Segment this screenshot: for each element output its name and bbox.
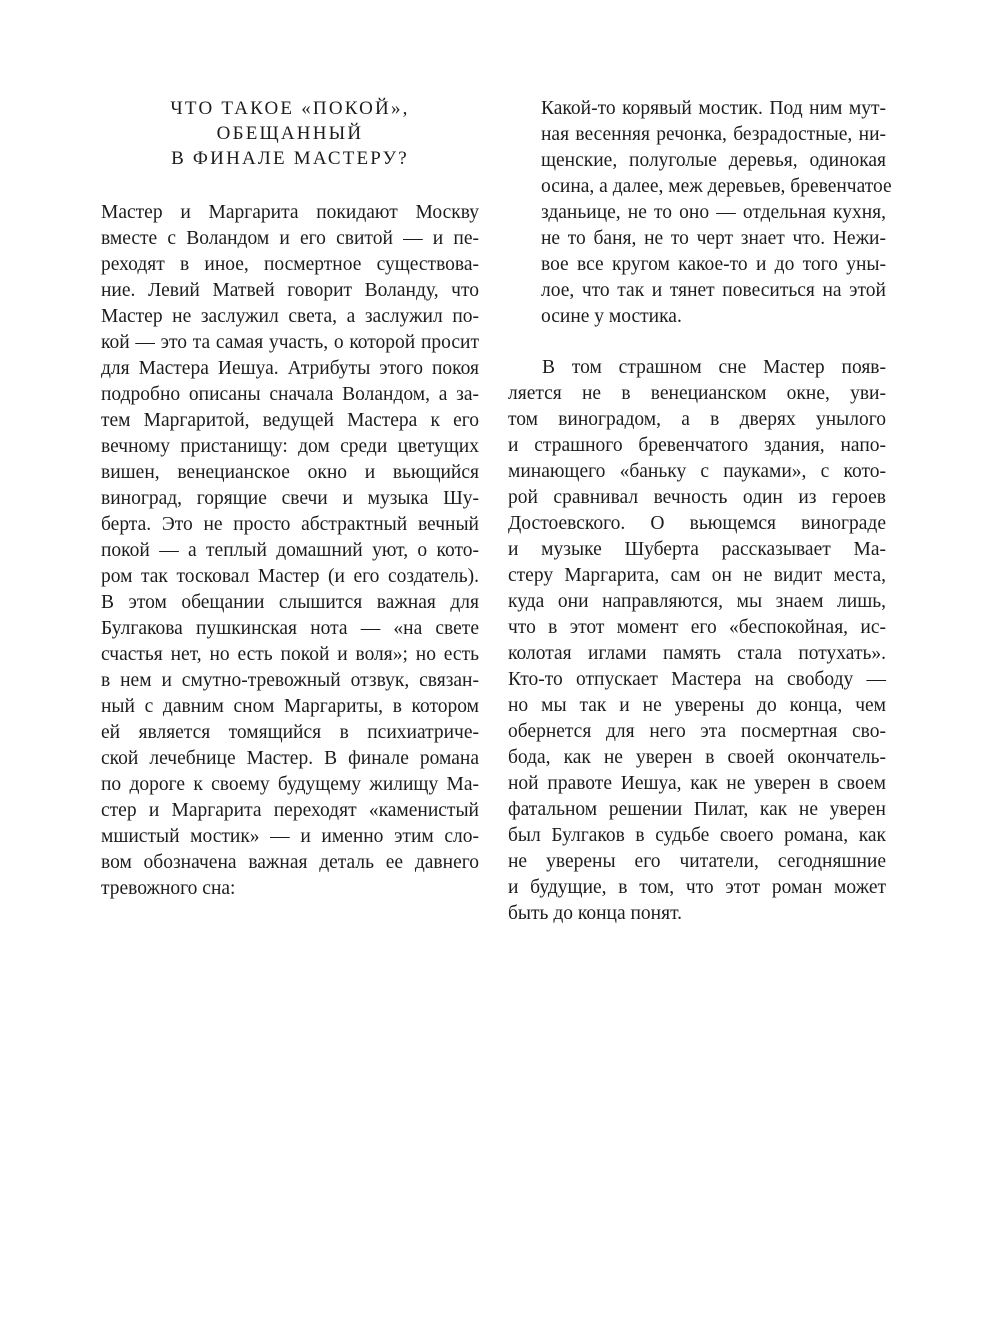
text-line: для Мастера Иешуа. Атрибуты этого покоя xyxy=(101,358,479,379)
text-line: том виноградом, а в дверях унылого xyxy=(508,409,886,430)
text-line: но мы так и не уверены до конца, чем xyxy=(508,695,886,716)
quote-line: вое все кругом какое-то и до того уны- xyxy=(541,254,886,275)
quote-line: лое, что так и тянет повеситься на этой xyxy=(541,280,886,301)
text-line: вечному пристанищу: дом среди цветущих xyxy=(101,436,479,457)
text-line: ром так тосковал Мастер (и его создатель). xyxy=(101,566,479,587)
text-line: по дороге к своему будущему жилищу Ма- xyxy=(101,774,479,795)
text-line: ской лечебнице Мастер. В финале романа xyxy=(101,748,479,769)
text-line: обернется для него эта посмертная сво- xyxy=(508,721,886,742)
quote-line: осине у мостика. xyxy=(541,306,682,327)
text-line: виноград, горящие свечи и музыка Шу- xyxy=(101,488,479,509)
quote-line: осина, а далее, меж деревьев, бревенчатое xyxy=(541,176,892,197)
quote-line: зданьице, не то оно — отдельная кухня, xyxy=(541,202,886,223)
text-line: и музыке Шуберта рассказывает Ма- xyxy=(508,539,886,560)
quote-line: щенские, полуголые деревья, одинокая xyxy=(541,150,886,171)
text-line: минающего «баньку с пауками», с кото- xyxy=(508,461,886,482)
text-line: ей является томящийся в психиатриче- xyxy=(101,722,479,743)
text-line: Достоевского. О вьющемся винограде xyxy=(508,513,886,534)
text-line: подробно описаны сначала Воландом, а за- xyxy=(101,384,479,405)
text-line: тревожного сна: xyxy=(101,878,236,899)
section-heading xyxy=(101,96,479,171)
heading-line: ЧТО ТАКОЕ «ПОКОЙ», xyxy=(170,98,410,119)
text-line: не уверены его читатели, сегодняшние xyxy=(508,851,886,872)
text-line: в нем и смутно-тревожный отзвук, связан- xyxy=(101,670,479,691)
text-line: Мастер и Маргарита покидают Москву xyxy=(101,202,479,223)
text-line: что в этот момент его «беспокойная, ис- xyxy=(508,617,886,638)
text-line: и страшного бревенчатого здания, напо- xyxy=(508,435,886,456)
text-line: ной правоте Иешуа, как не уверен в своем xyxy=(508,773,886,794)
text-line: и будущие, в том, что этот роман может xyxy=(508,877,886,898)
quote-line: ная весенняя речонка, безрадостные, ни- xyxy=(541,124,886,145)
heading-line: ОБЕЩАННЫЙ xyxy=(216,123,364,144)
text-line: реходят в иное, посмертное существова- xyxy=(101,254,479,275)
text-line: вместе с Воландом и его свитой — и пе- xyxy=(101,228,479,249)
quote-line: не то баня, не то черт знает что. Нежи- xyxy=(541,228,886,249)
text-line: колотая иглами память стала потухать». xyxy=(508,643,886,664)
text-line: стер и Маргарита переходят «каменистый xyxy=(101,800,479,821)
body-paragraph xyxy=(101,200,479,902)
text-line: Мастер не заслужил света, а заслужил по- xyxy=(101,306,479,327)
left-column xyxy=(101,96,479,902)
text-line: ный с давним сном Маргариты, в котором xyxy=(101,696,479,717)
text-line: ляется не в венецианском окне, уви- xyxy=(508,383,886,404)
text-line: рой сравнивал вечность один из героев xyxy=(508,487,886,508)
text-line: Кто-то отпускает Мастера на свободу — xyxy=(508,669,886,690)
text-line: вишен, венецианское окно и вьющийся xyxy=(101,462,479,483)
text-line: бода, как не уверен в своей окончатель- xyxy=(508,747,886,768)
text-line: куда они направляются, мы знаем лишь, xyxy=(508,591,886,612)
text-line: быть до конца понят. xyxy=(508,903,683,924)
right-column xyxy=(508,96,892,927)
text-line: вом обозначена важная деталь ее давнего xyxy=(101,852,479,873)
text-line: Булгакова пушкинская нота — «на свете xyxy=(101,618,479,639)
text-line: В этом обещании слышится важная для xyxy=(101,592,479,613)
text-line: кой — это та самая участь, о которой просит xyxy=(101,332,479,353)
text-line: берта. Это не просто абстрактный вечный xyxy=(101,514,479,535)
heading-line: В ФИНАЛЕ МАСТЕРУ? xyxy=(171,148,409,169)
text-line: В том страшном сне Мастер появ- xyxy=(542,357,886,378)
text-line: фатальном решении Пилат, как не уверен xyxy=(508,799,886,820)
text-line: мшистый мостик» — и именно этим сло- xyxy=(101,826,479,847)
text-line: тем Маргаритой, ведущей Мастера к его xyxy=(101,410,479,431)
text-line: был Булгаков в судьбе своего романа, как xyxy=(508,825,886,846)
text-line: покой — а теплый домашний уют, о кото- xyxy=(101,540,479,561)
quote-line: Какой-то корявый мостик. Под ним мут- xyxy=(541,98,886,119)
text-line: ние. Левий Матвей говорит Воланду, что xyxy=(101,280,479,301)
text-line: стеру Маргарита, сам он не видит места, xyxy=(508,565,886,586)
body-paragraph xyxy=(508,355,886,927)
quote-block xyxy=(541,96,892,330)
text-line: счастья нет, но есть покой и воля»; но есть xyxy=(101,644,479,665)
